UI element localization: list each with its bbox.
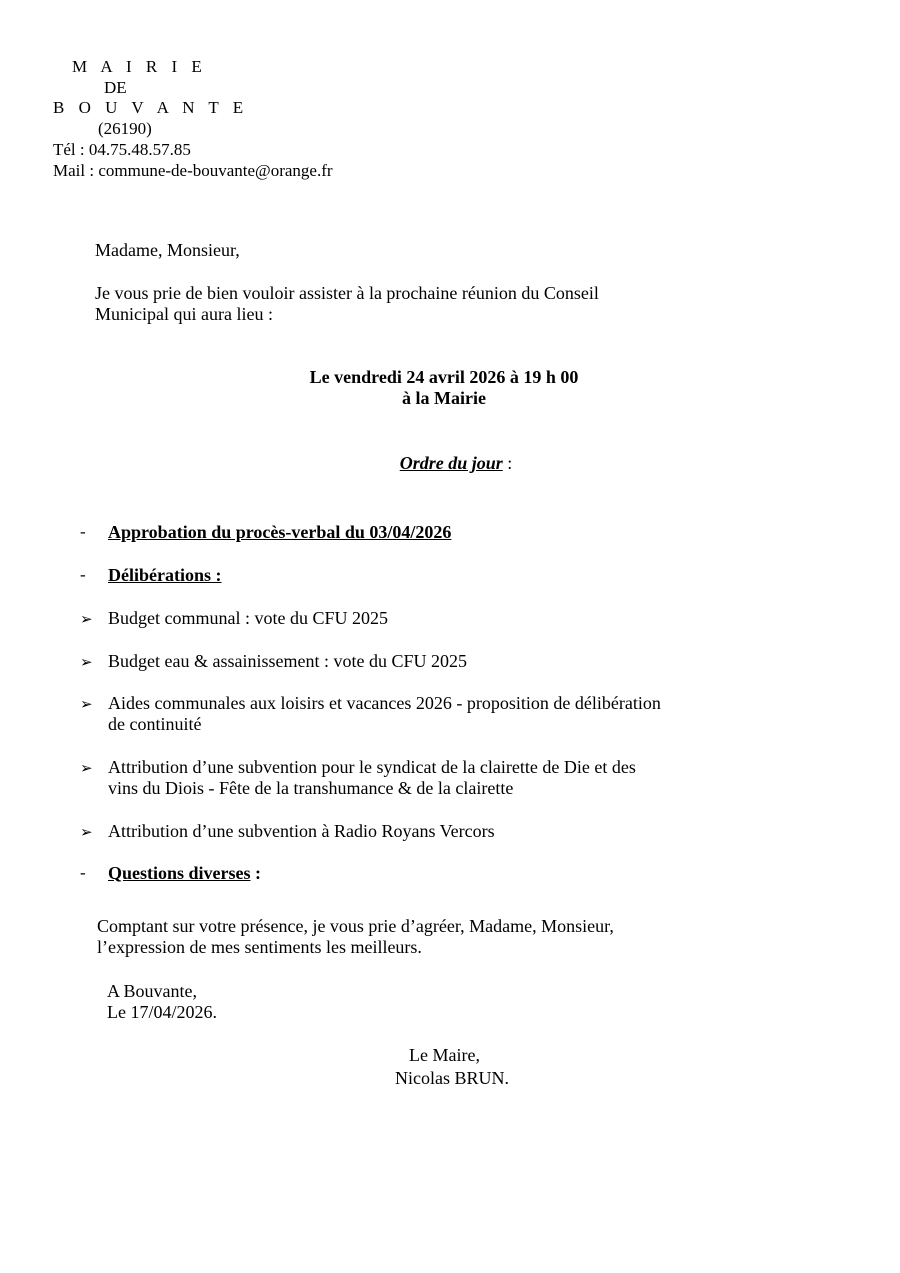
questions-colon: : [250,863,262,883]
dash-bullet: - [80,863,86,882]
agenda-item-questions [108,863,261,884]
intro-line-2: Municipal qui aura lieu : [95,304,273,324]
signature-name: Nicolas BRUN. [395,1068,509,1088]
arrow-bullet-icon: ➢ [80,695,93,713]
header-de: DE [104,78,127,97]
closing-date: Le 17/04/2026. [107,1002,217,1022]
agenda-item-approbation: Approbation du procès-verbal du 03/04/2026 [108,522,452,542]
sub-item-budget-communal: Budget communal : vote du CFU 2025 [108,608,388,628]
arrow-bullet-icon: ➢ [80,610,93,628]
greeting: Madame, Monsieur, [95,240,240,260]
header-mairie: M A I R I E [72,57,207,76]
closing-line-2: l’expression de mes sentiments les meilleurs. [97,937,422,957]
header-postal-code: (26190) [98,119,152,138]
dash-bullet: - [80,565,86,584]
dash-bullet: - [80,522,86,541]
sub-item-clairette-line-1: Attribution d’une subvention pour le syndicat de la clairette de Die et des [108,757,636,777]
sub-item-clairette-line-2: vins du Diois - Fête de la transhumance & de la clairette [108,778,514,798]
sub-item-budget-eau: Budget eau & assainissement : vote du CFU 2025 [108,651,467,671]
agenda-title-line [0,453,900,474]
meeting-place: à la Mairie [402,388,486,408]
agenda-title: Ordre du jour [399,453,503,473]
closing-line-1: Comptant sur votre présence, je vous prie d’agréer, Madame, Monsieur, [97,916,614,936]
header-bouvante: B O U V A N T E [53,98,249,117]
sub-item-aides-line-2: de continuité [108,714,202,734]
agenda-item-deliberations: Délibérations : [108,565,222,585]
meeting-date: Le vendredi 24 avril 2026 à 19 h 00 [309,367,579,387]
sub-item-radio: Attribution d’une subvention à Radio Royans Vercors [108,821,495,841]
questions-label: Questions diverses [108,863,251,883]
intro-line-1: Je vous prie de bien vouloir assister à la prochaine réunion du Conseil [95,283,599,303]
arrow-bullet-icon: ➢ [80,823,93,841]
arrow-bullet-icon: ➢ [80,653,93,671]
agenda-title-colon: : [502,453,513,473]
sub-item-aides-line-1: Aides communales aux loisirs et vacances 2026 - proposition de délibération [108,693,661,713]
header-email: Mail : commune-de-bouvante@orange.fr [53,161,333,180]
header-phone: Tél : 04.75.48.57.85 [53,140,191,159]
signature-title: Le Maire, [409,1045,480,1065]
closing-place: A Bouvante, [107,981,197,1001]
arrow-bullet-icon: ➢ [80,759,93,777]
